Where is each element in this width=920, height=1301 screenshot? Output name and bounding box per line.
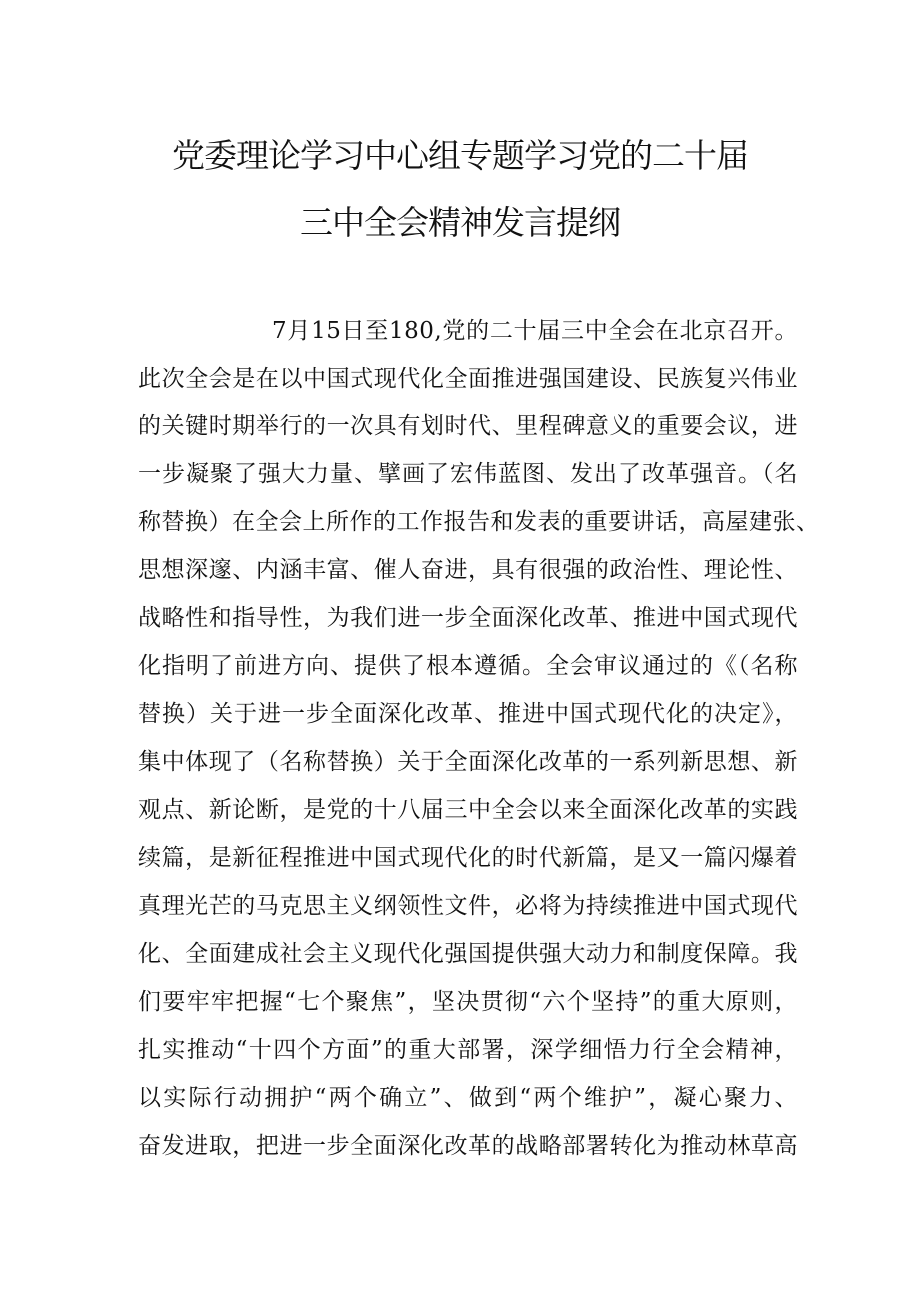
paragraph-line: 称替换）在全会上所作的工作报告和发表的重要讲话，高屋建张、	[138, 509, 820, 535]
paragraph-line: 化、全面建成社会主义现代化强国提供强大动力和制度保障。我	[138, 941, 798, 967]
paragraph-line: 一步凝聚了强大力量、擘画了宏伟蓝图、发出了改革强音。（名	[138, 461, 798, 487]
paragraph-line: 观点、新论断，是党的十八届三中全会以来全面深化改革的实践	[138, 797, 798, 823]
paragraph-line: 的关键时期举行的一次具有划时代、里程碑意义的重要会议，进	[138, 413, 798, 439]
paragraph-line: 7月15日至180,党的二十届三中全会在北京召开。	[272, 318, 798, 344]
paragraph-line: 思想深邃、内涵丰富、催人奋进，具有很强的政治性、理论性、	[138, 557, 798, 583]
paragraph-line: 续篇，是新征程推进中国式现代化的时代新篇，是又一篇闪爆着	[138, 845, 798, 871]
paragraph-line: 集中体现了（名称替换）关于全面深化改革的一系列新思想、新	[138, 749, 798, 775]
paragraph-line: 化指明了前进方向、提供了根本遵循。全会审议通过的《（名称	[138, 653, 798, 679]
paragraph-line: 以实际行动拥护“两个确立”、做到“两个维护”，凝心聚力、	[138, 1085, 798, 1111]
paragraph-line: 奋发进取，把进一步全面深化改革的战略部署转化为推动林草高	[138, 1133, 798, 1159]
paragraph-line: 真理光芒的马克思主义纲领性文件，必将为持续推进中国式现代	[138, 893, 798, 919]
paragraph-line: 扎实推动“十四个方面”的重大部署，深学细悟力行全会精神，	[138, 1037, 798, 1063]
paragraph-line: 此次全会是在以中国式现代化全面推进强国建设、民族复兴伟业	[138, 366, 798, 392]
paragraph-line: 们要牢牢把握“七个聚焦”，坚决贯彻“六个坚持”的重大原则，	[138, 989, 798, 1015]
document-title-line-2: 三中全会精神发言提纲	[300, 203, 620, 242]
document-title-line-1: 党委理论学习中心组专题学习党的二十届	[172, 136, 748, 175]
paragraph-line: 替换）关于进一步全面深化改革、推进中国式现代化的决定》，	[138, 701, 798, 727]
paragraph-line: 战略性和指导性，为我们进一步全面深化改革、推进中国式现代	[138, 605, 798, 631]
